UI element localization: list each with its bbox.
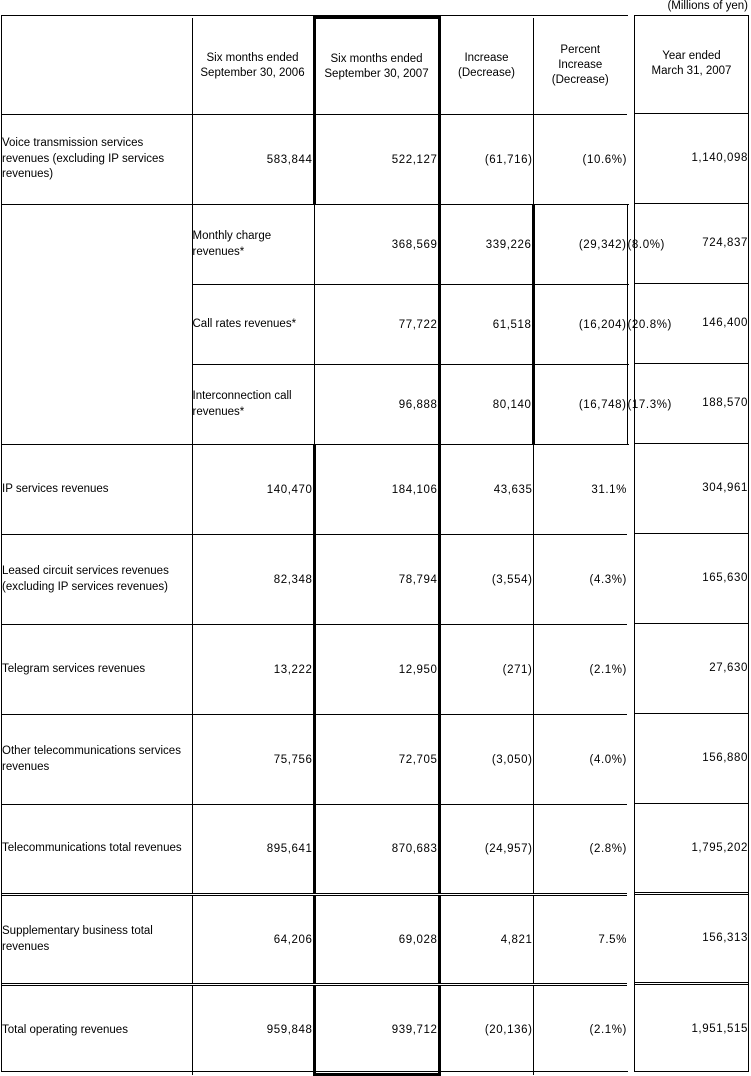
fiscal-year-row [635, 113, 748, 203]
header-fiscal-year-line: Year ended [662, 50, 721, 63]
cell-fiscal-year: 1,951,515 [635, 983, 748, 1073]
fiscal-year-row [635, 893, 748, 983]
table-row [2, 115, 628, 205]
header-period-2006 [192, 18, 314, 115]
cell-percent: (10.6%) [533, 115, 627, 205]
header-period-2007-line: September 30, 2007 [324, 67, 429, 80]
cell-percent: 31.1% [533, 445, 627, 535]
revenue-table [1, 15, 749, 1072]
cell-period-2007: 12,950 [314, 625, 439, 715]
cell-period-2006: 368,569 [314, 205, 439, 285]
cell-percent: (4.0%) [533, 715, 627, 805]
cell-percent: (8.0%) [627, 205, 628, 285]
fiscal-year-row [635, 363, 748, 443]
header-percent-line: Increase [558, 59, 603, 72]
row-label: IP services revenues [2, 445, 192, 535]
cell-percent: (17.3%) [627, 365, 628, 445]
header-percent-line: Percent [560, 44, 601, 57]
table-row [2, 365, 628, 445]
cell-fiscal-year: 1,140,098 [635, 113, 748, 203]
row-label: Call rates revenues* [192, 285, 314, 365]
cell-fiscal-year: 27,630 [635, 623, 748, 713]
fiscal-year-table [635, 16, 748, 1073]
cell-fiscal-year: 156,880 [635, 713, 748, 803]
cell-period-2007: 69,028 [314, 895, 439, 985]
units-caption: (Millions of yen) [667, 0, 748, 12]
cell-increase: (29,342) [533, 205, 627, 285]
header-label-corner [2, 18, 192, 115]
header-period-2006-line: Six months ended [206, 51, 299, 64]
cell-percent: (2.1%) [533, 625, 627, 715]
cell-increase: (16,748) [533, 365, 627, 445]
cell-period-2007: 80,140 [439, 365, 533, 445]
table-row [2, 715, 628, 805]
table-row [2, 805, 628, 895]
row-indent-gutter [2, 205, 192, 285]
table-row [2, 535, 628, 625]
fiscal-year-row [635, 283, 748, 363]
cell-fiscal-year: 156,313 [635, 893, 748, 983]
row-label: Monthly charge revenues* [192, 205, 314, 285]
row-label: Telegram services revenues [2, 625, 192, 715]
cell-increase: 43,635 [439, 445, 533, 535]
header-period-2007-line: Six months ended [330, 52, 423, 65]
row-indent-gutter [2, 285, 192, 365]
row-indent-gutter [2, 365, 192, 445]
cell-fiscal-year: 724,837 [635, 203, 748, 283]
table-row [2, 625, 628, 715]
cell-percent: (20.8%) [627, 285, 628, 365]
cell-percent: (4.3%) [533, 535, 627, 625]
cell-period-2007: 870,683 [314, 805, 439, 895]
cell-increase: (16,204) [533, 285, 627, 365]
fiscal-year-row [635, 983, 748, 1073]
header-increase-line: (Decrease) [458, 66, 515, 79]
row-label: Leased circuit services revenues (excluding IP services revenues) [2, 535, 192, 625]
cell-increase: (20,136) [439, 985, 533, 1075]
table-row [2, 895, 628, 985]
cell-period-2007: 339,226 [439, 205, 533, 285]
row-label: Total operating revenues [2, 985, 192, 1075]
cell-increase: (3,554) [439, 535, 533, 625]
cell-period-2006: 959,848 [192, 985, 314, 1075]
table-row [2, 985, 628, 1075]
cell-percent: (2.8%) [533, 805, 627, 895]
cell-period-2006: 13,222 [192, 625, 314, 715]
cell-period-2007: 522,127 [314, 115, 439, 205]
row-label: Telecommunications total revenues [2, 805, 192, 895]
cell-increase: (271) [439, 625, 533, 715]
cell-period-2006: 96,888 [314, 365, 439, 445]
row-label: Voice transmission services revenues (excluding IP services revenues) [2, 115, 192, 205]
cell-increase: (3,050) [439, 715, 533, 805]
cell-period-2007: 61,518 [439, 285, 533, 365]
fiscal-year-row [635, 443, 748, 533]
header-percent-line: (Decrease) [551, 74, 609, 87]
cell-period-2006: 583,844 [192, 115, 314, 205]
table-row [2, 285, 628, 365]
header-period-2006-line: September 30, 2006 [200, 66, 305, 79]
comparative-table [2, 16, 672, 1076]
cell-fiscal-year: 304,961 [635, 443, 748, 533]
cell-fiscal-year: 1,795,202 [635, 803, 748, 893]
fiscal-year-row [635, 203, 748, 283]
fiscal-year-header-row [635, 16, 748, 113]
cell-period-2007: 72,705 [314, 715, 439, 805]
comparative-columns-block [1, 15, 672, 1072]
row-label: Interconnection call revenues* [192, 365, 314, 445]
row-label: Supplementary business total revenues [2, 895, 192, 985]
cell-fiscal-year: 146,400 [635, 283, 748, 363]
header-fiscal-year-line: March 31, 2007 [651, 65, 732, 78]
fiscal-year-column-block [634, 15, 749, 1072]
header-increase [439, 18, 533, 115]
table-header-row [2, 18, 628, 115]
cell-period-2006: 77,722 [314, 285, 439, 365]
header-fiscal-year [635, 16, 748, 113]
header-increase-line: Increase [464, 51, 509, 64]
cell-period-2006: 64,206 [192, 895, 314, 985]
cell-period-2006: 75,756 [192, 715, 314, 805]
cell-increase: 4,821 [439, 895, 533, 985]
table-row [2, 445, 628, 535]
cell-period-2006: 82,348 [192, 535, 314, 625]
header-period-2007 [314, 18, 439, 115]
cell-fiscal-year: 188,570 [635, 363, 748, 443]
cell-increase: (24,957) [439, 805, 533, 895]
fiscal-year-row [635, 713, 748, 803]
fiscal-year-row [635, 623, 748, 713]
cell-period-2006: 140,470 [192, 445, 314, 535]
cell-percent: 7.5% [533, 895, 627, 985]
cell-fiscal-year: 165,630 [635, 533, 748, 623]
cell-percent: (2.1%) [533, 985, 627, 1075]
cell-period-2007: 184,106 [314, 445, 439, 535]
cell-increase: (61,716) [439, 115, 533, 205]
table-row [2, 205, 628, 285]
fiscal-year-row [635, 533, 748, 623]
header-percent [533, 18, 627, 115]
cell-period-2006: 895,641 [192, 805, 314, 895]
cell-period-2007: 78,794 [314, 535, 439, 625]
row-label: Other telecommunications services revenues [2, 715, 192, 805]
fiscal-year-row [635, 803, 748, 893]
cell-period-2007: 939,712 [314, 985, 439, 1075]
